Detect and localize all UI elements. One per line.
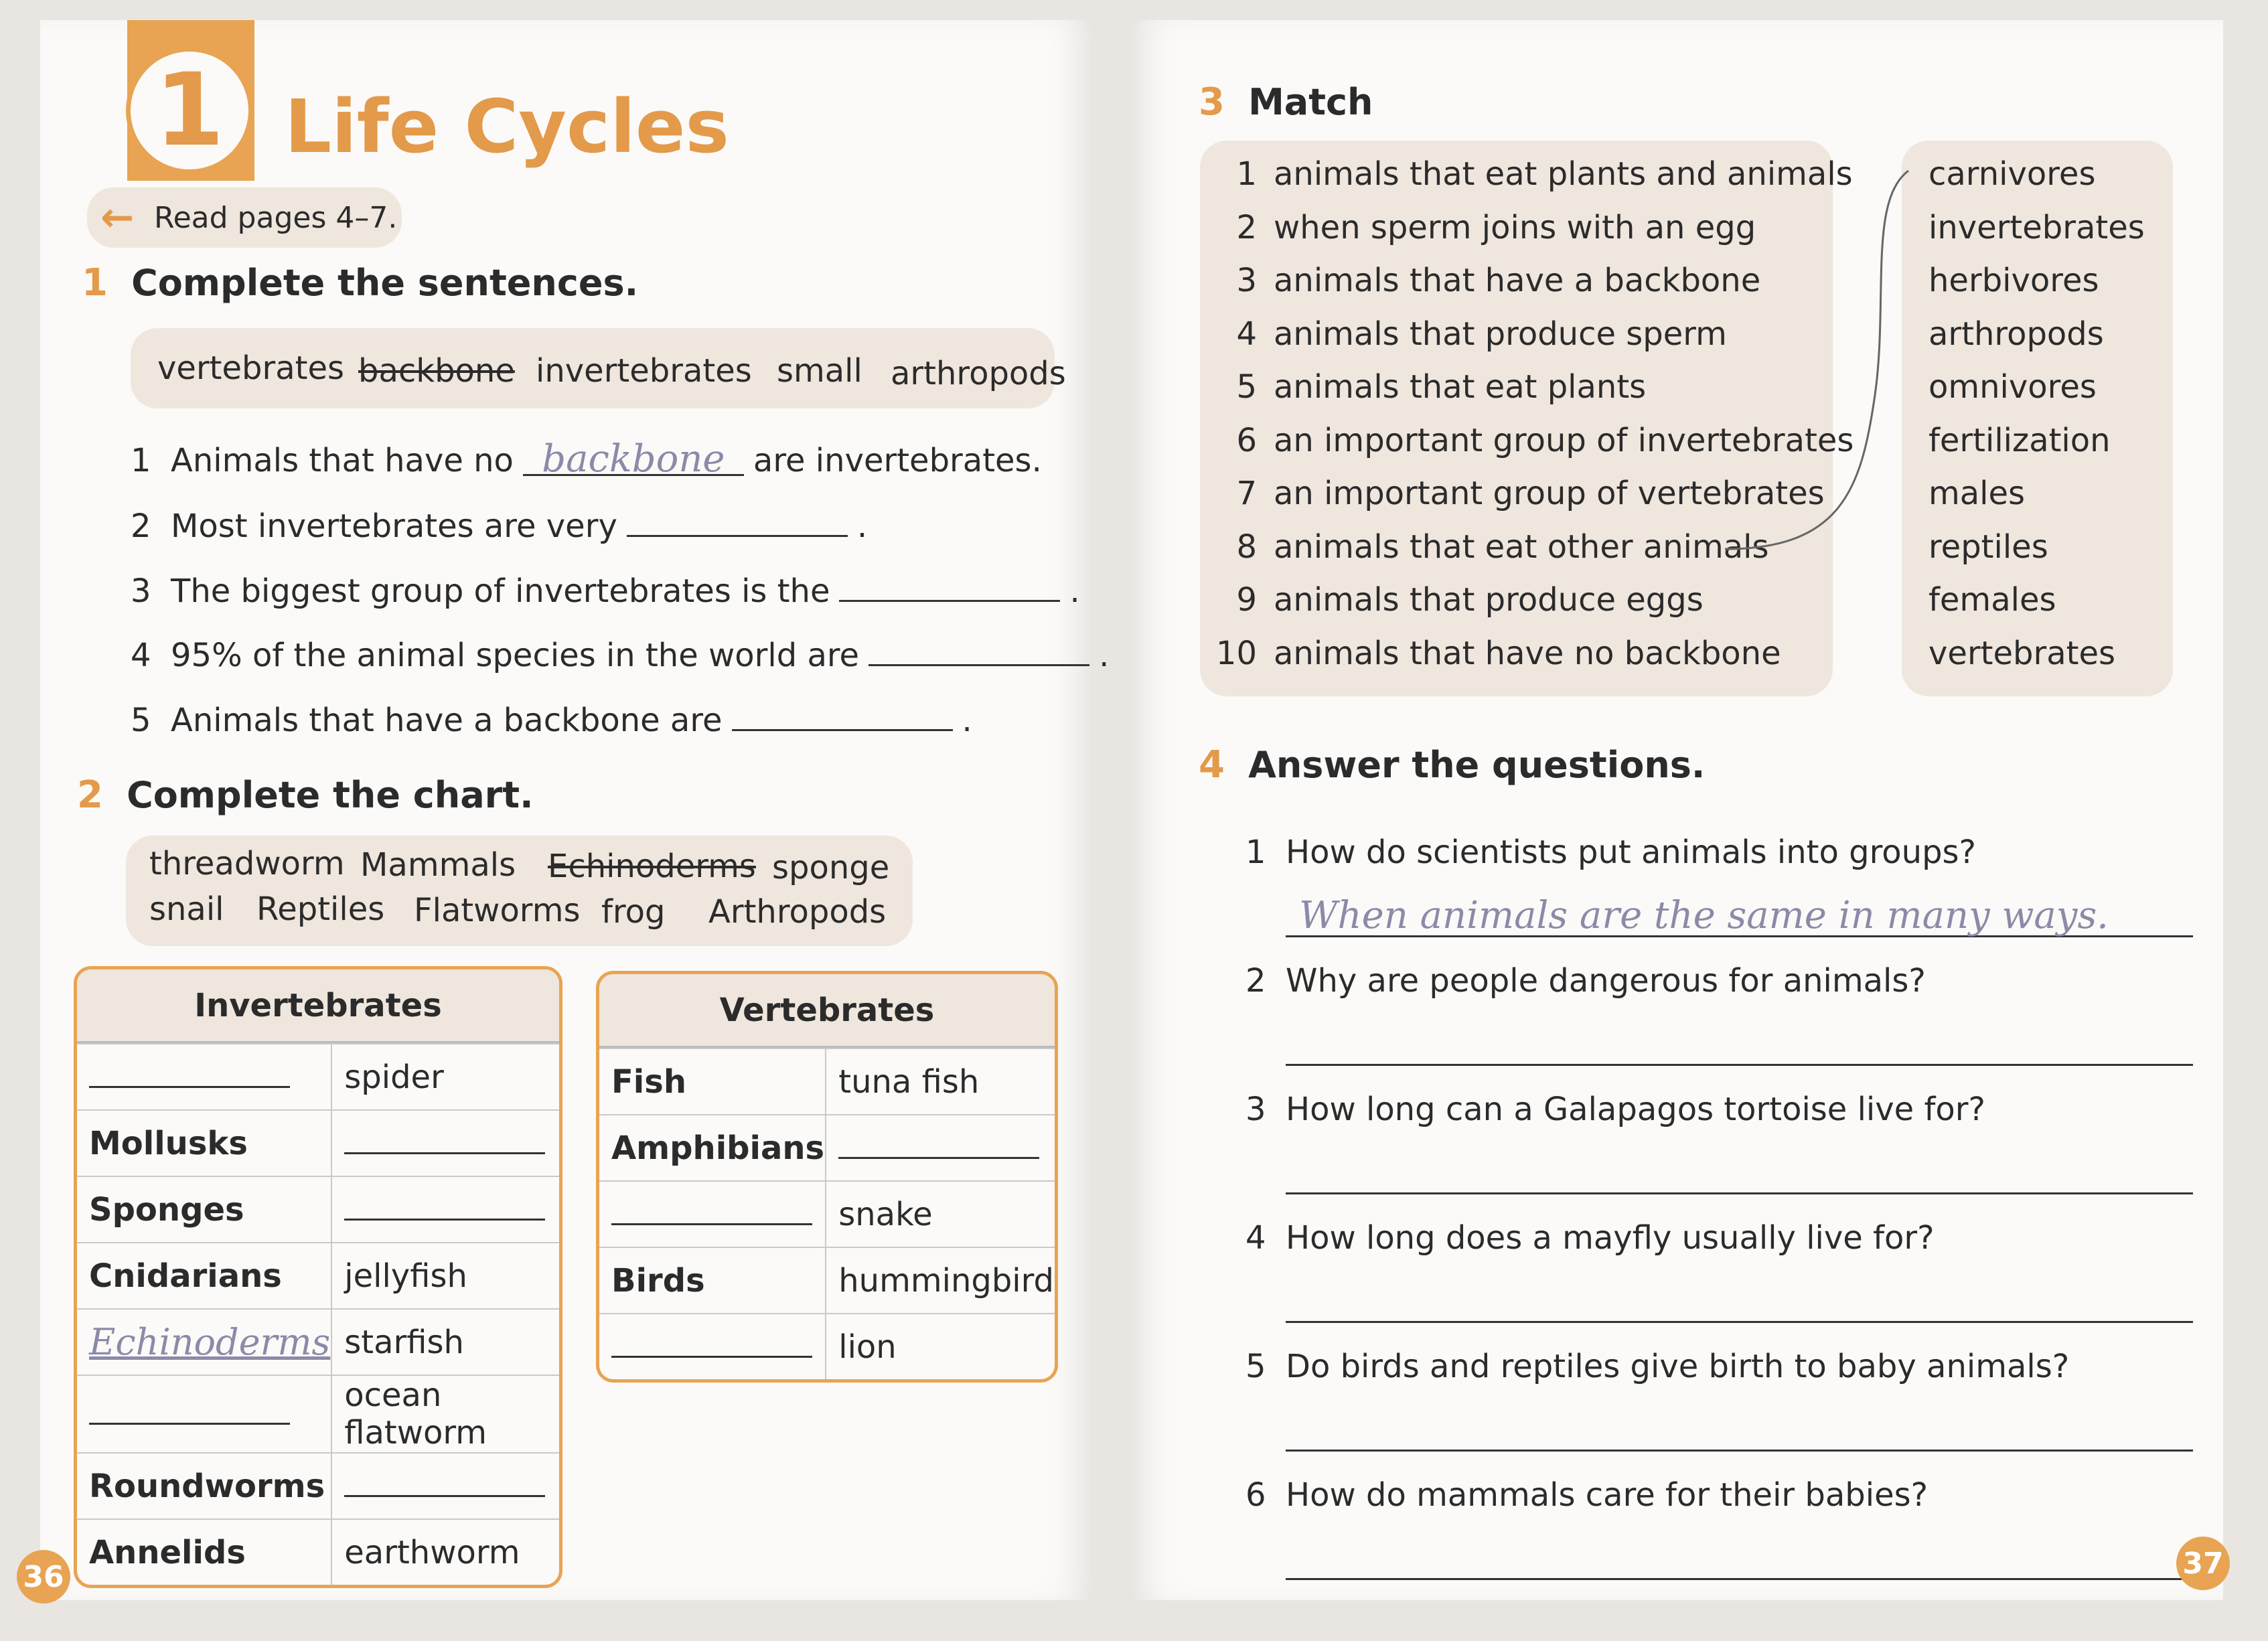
sentence-4-blank[interactable] <box>868 635 1089 666</box>
table-row <box>77 1308 559 1375</box>
question-number: 3 <box>1245 1091 1266 1128</box>
table-row <box>77 1518 559 1585</box>
answer-line-4[interactable] <box>1286 1279 2193 1323</box>
example-cell[interactable] <box>826 1114 1055 1180</box>
match-item-number: 3 <box>1236 262 1257 299</box>
sentence-text: 95% of the animal species in the world are <box>171 637 860 674</box>
word-arthropods: Arthropods <box>708 893 887 931</box>
question-number: 1 <box>1245 834 1266 871</box>
group-cell: Sponges <box>77 1176 332 1242</box>
question-text: How long can a Galapagos tortoise live for? <box>1286 1091 1985 1128</box>
match-item-number: 10 <box>1215 634 1257 672</box>
match-item-number: 4 <box>1236 315 1257 353</box>
match-item-text: an important group of invertebrates <box>1274 421 1854 459</box>
word-frog: frog <box>601 893 666 931</box>
ex1-word-box <box>131 328 1066 408</box>
table-row <box>599 1313 1055 1379</box>
question-2 <box>1245 962 1926 1000</box>
invertebrates-header: Invertebrates <box>77 969 559 1043</box>
group-cell[interactable] <box>599 1180 826 1247</box>
page-number-left: 36 <box>17 1550 70 1604</box>
match-right-item[interactable]: fertilization <box>1929 421 2111 459</box>
match-right-item[interactable]: reptiles <box>1929 528 2048 566</box>
match-item-text: an important group of vertebrates <box>1274 475 1825 512</box>
table-row <box>77 1043 559 1109</box>
table-row <box>77 1375 559 1452</box>
question-number: 5 <box>1245 1348 1266 1385</box>
match-item-text: animals that eat other animals <box>1274 528 1769 566</box>
question-5 <box>1245 1348 2069 1385</box>
group-cell-handwritten[interactable]: Echinoderms <box>77 1308 332 1375</box>
question-4 <box>1245 1219 1935 1257</box>
answer-line-1[interactable]: When animals are the same in many ways. <box>1286 894 2193 937</box>
group-cell[interactable] <box>599 1313 826 1379</box>
match-connector-line <box>1132 20 2223 757</box>
question-number: 4 <box>1245 1219 1266 1257</box>
ex1-heading <box>82 261 638 305</box>
match-item-text: animals that eat plants <box>1274 368 1647 406</box>
example-cell: earthworm <box>332 1518 559 1585</box>
sentence-1-answer[interactable]: backbone <box>523 445 744 476</box>
example-cell: hummingbird <box>826 1247 1055 1313</box>
word-snail: snail <box>149 890 224 928</box>
question-text: How do scientists put animals into groups? <box>1286 834 1977 871</box>
question-number: 6 <box>1245 1476 1266 1514</box>
table-row <box>599 1048 1055 1114</box>
arrow-left-icon: ← <box>100 194 135 241</box>
sentence-text: Most invertebrates are very <box>171 507 617 545</box>
answer-line-5[interactable] <box>1286 1408 2193 1452</box>
unit-number: 1 <box>126 47 253 174</box>
read-pages-text: Read pages 4–7. <box>154 201 398 235</box>
match-item-text: animals that produce sperm <box>1274 315 1727 353</box>
group-cell: Roundworms <box>77 1452 332 1518</box>
table-row <box>599 1114 1055 1180</box>
ex4-heading <box>1199 743 1705 787</box>
word-small: small <box>777 352 862 390</box>
ex1-number: 1 <box>82 261 108 305</box>
ex2-number: 2 <box>77 773 103 817</box>
answer-line-3[interactable] <box>1286 1151 2193 1194</box>
sentence-5-blank[interactable] <box>732 700 953 731</box>
right-page <box>1132 20 2223 1600</box>
match-item-text: animals that eat plants and animals <box>1274 155 1853 193</box>
match-right-item[interactable]: herbivores <box>1929 262 2099 299</box>
match-right-item[interactable]: omnivores <box>1929 368 2097 406</box>
match-item-number: 7 <box>1236 475 1257 512</box>
word-backbone-crossed: backbone <box>358 352 515 390</box>
example-cell: tuna fish <box>826 1048 1055 1114</box>
table-row <box>599 1180 1055 1247</box>
match-right-item[interactable]: arthropods <box>1929 315 2104 353</box>
table-row <box>77 1452 559 1518</box>
example-cell[interactable] <box>332 1452 559 1518</box>
word-vertebrates: vertebrates <box>157 349 344 387</box>
example-cell: spider <box>332 1043 559 1109</box>
sentence-2 <box>131 505 867 545</box>
sentence-text-end: . <box>962 702 972 739</box>
example-cell: starfish <box>332 1308 559 1375</box>
word-threadworm: threadworm <box>149 845 345 882</box>
match-item-number: 2 <box>1236 208 1257 246</box>
word-arthropods: arthropods <box>891 355 1066 392</box>
question-text: How do mammals care for their babies? <box>1286 1476 1929 1514</box>
word-invertebrates: invertebrates <box>536 352 752 390</box>
question-6 <box>1245 1476 1928 1514</box>
sentence-4 <box>131 635 1109 674</box>
question-1 <box>1245 834 1976 871</box>
match-right-item[interactable]: vertebrates <box>1929 634 2115 672</box>
group-cell: Amphibians <box>599 1114 826 1180</box>
table-row <box>77 1242 559 1308</box>
match-item-number: 6 <box>1236 421 1257 459</box>
match-item-text: animals that have a backbone <box>1274 262 1761 299</box>
example-cell: jellyfish <box>332 1242 559 1308</box>
table-row <box>77 1109 559 1176</box>
question-3 <box>1245 1091 1985 1128</box>
match-right-item[interactable]: carnivores <box>1929 155 2096 193</box>
read-pages-pill <box>87 187 402 248</box>
sentence-3-blank[interactable] <box>839 570 1060 602</box>
sentence-text: The biggest group of invertebrates is the <box>171 572 830 610</box>
sentence-text: Animals that have no <box>171 442 514 479</box>
answer-line-6[interactable] <box>1286 1537 2193 1580</box>
word-reptiles: Reptiles <box>256 890 385 928</box>
word-flatworms: Flatworms <box>414 892 581 929</box>
word-sponge: sponge <box>772 849 890 886</box>
sentence-5 <box>131 700 972 739</box>
word-mammals: Mammals <box>360 846 516 884</box>
sentence-text-end: . <box>1099 637 1110 674</box>
group-cell: Mollusks <box>77 1109 332 1176</box>
group-cell[interactable] <box>77 1375 332 1452</box>
match-item-number: 9 <box>1236 581 1257 619</box>
question-text: Do birds and reptiles give birth to baby animals? <box>1286 1348 2070 1385</box>
match-item-number: 5 <box>1236 368 1257 406</box>
sentence-number: 1 <box>131 442 151 479</box>
table-row <box>77 1176 559 1242</box>
question-number: 2 <box>1245 962 1266 1000</box>
answer-line-2[interactable] <box>1286 1022 2193 1066</box>
sentence-3 <box>131 570 1080 610</box>
sentence-text-end: are invertebrates. <box>753 442 1042 479</box>
match-item-text: when sperm joins with an egg <box>1274 208 1756 246</box>
group-cell: Fish <box>599 1048 826 1114</box>
group-cell[interactable] <box>77 1043 332 1109</box>
ex3-number: 3 <box>1199 80 1225 124</box>
example-cell[interactable] <box>332 1176 559 1242</box>
ex3-title: Match <box>1248 81 1373 123</box>
ex1-title: Complete the sentences. <box>131 262 639 304</box>
match-right-item[interactable]: females <box>1929 581 2056 619</box>
ex4-title: Answer the questions. <box>1248 744 1706 786</box>
vertebrates-table <box>596 971 1058 1383</box>
sentence-1 <box>131 437 1042 481</box>
sentence-number: 2 <box>131 507 151 545</box>
match-right-item[interactable]: males <box>1929 475 2026 512</box>
sentence-2-blank[interactable] <box>627 505 848 537</box>
match-item-text: animals that produce eggs <box>1274 581 1704 619</box>
sentence-number: 3 <box>131 572 151 610</box>
group-cell: Cnidarians <box>77 1242 332 1308</box>
match-item-text: animals that have no backbone <box>1274 634 1781 672</box>
sentence-text-end: . <box>856 507 868 545</box>
example-cell[interactable] <box>332 1109 559 1176</box>
sentence-text: Animals that have a backbone are <box>171 702 723 739</box>
unit-title: Life Cycles <box>285 84 729 169</box>
left-page <box>23 20 1110 1600</box>
example-cell: lion <box>826 1313 1055 1379</box>
match-item-number: 8 <box>1236 528 1257 566</box>
question-text: Why are people dangerous for animals? <box>1286 962 1926 1000</box>
ex2-word-box <box>126 836 913 946</box>
word-echinoderms-crossed: Echinoderms <box>548 848 756 885</box>
example-cell: ocean flatworm <box>332 1375 559 1452</box>
sentence-text-end: . <box>1069 572 1080 610</box>
example-cell: snake <box>826 1180 1055 1247</box>
invertebrates-table <box>74 966 562 1588</box>
page-number-right: 37 <box>2176 1537 2230 1590</box>
match-item-number: 1 <box>1236 155 1257 193</box>
ex4-number: 4 <box>1199 743 1225 787</box>
sentence-number: 4 <box>131 637 151 674</box>
sentence-number: 5 <box>131 702 151 739</box>
connector-8-to-carnivores <box>1725 171 1908 549</box>
ex2-heading <box>77 773 534 817</box>
ex2-title: Complete the chart. <box>127 774 534 816</box>
group-cell: Annelids <box>77 1518 332 1585</box>
vertebrates-header: Vertebrates <box>599 974 1055 1048</box>
match-right-item[interactable]: invertebrates <box>1929 208 2145 246</box>
question-text: How long does a mayfly usually live for? <box>1286 1219 1935 1257</box>
group-cell: Birds <box>599 1247 826 1313</box>
table-row <box>599 1247 1055 1313</box>
